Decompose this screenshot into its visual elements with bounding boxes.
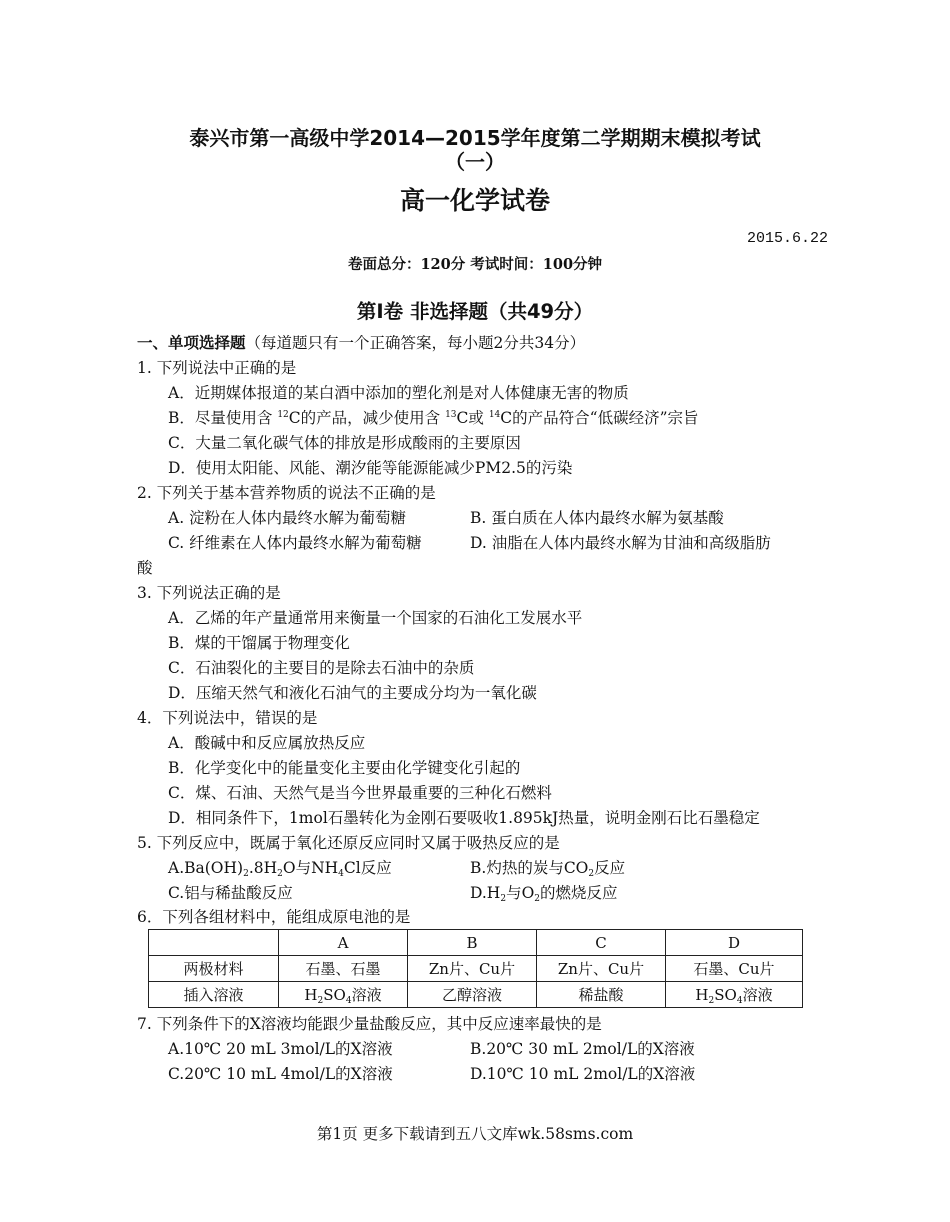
q2-option-d: D. 油脂在人体内最终水解为甘油和高级脂肪 xyxy=(470,534,771,552)
table-cell: 石墨、Cu片 xyxy=(666,956,803,982)
page-footer: 第1页 更多下载请到五八文库wk.58sms.com xyxy=(316,1125,634,1143)
table-cell: 乙醇溶液 xyxy=(408,982,537,1008)
q5-option-c: C.铝与稀盐酸反应 xyxy=(168,884,293,902)
section-note: （每道题只有一个正确答案，每小题2分共34分） xyxy=(245,334,586,352)
table-cell: Zn片、Cu片 xyxy=(408,956,537,982)
section-heading xyxy=(137,333,585,353)
q7-option-c: C.20℃ 10 mL 4mol/L的X溶液 xyxy=(168,1065,393,1083)
exam-title-number: （一） xyxy=(445,150,505,174)
q6-table xyxy=(148,929,803,1008)
q1-stem: 1. 下列说法中正确的是 xyxy=(137,359,297,377)
q5-option-b: B.灼热的炭与$CO_2$反应 xyxy=(470,859,626,879)
table-row xyxy=(149,930,803,956)
table-row xyxy=(149,982,803,1008)
table-cell: 稀盐酸 xyxy=(537,982,666,1008)
q7-option-d: D.10℃ 10 mL 2mol/L的X溶液 xyxy=(470,1065,696,1083)
q1-option-b: B．尽量使用含 $^{12}$C的产品，减少使用含 $^{13}$C或 $^{14}$C的产品符合“低碳经济”宗旨 xyxy=(168,409,699,427)
q3-option-b: B．煤的干馏属于物理变化 xyxy=(168,634,350,652)
q1-option-c: C．大量二氧化碳气体的排放是形成酸雨的主要原因 xyxy=(168,434,521,452)
part-title: 第Ⅰ卷 非选择题（共49分） xyxy=(356,300,594,323)
q3-option-a: A．乙烯的年产量通常用来衡量一个国家的石油化工发展水平 xyxy=(168,609,583,627)
table-cell: Zn片、Cu片 xyxy=(537,956,666,982)
q5-stem: 5. 下列反应中，既属于氧化还原反应同时又属于吸热反应的是 xyxy=(137,834,560,852)
q4-option-a: A．酸碱中和反应属放热反应 xyxy=(168,734,366,752)
q7-stem: 7. 下列条件下的X溶液均能跟少量盐酸反应，其中反应速率最快的是 xyxy=(137,1015,602,1033)
table-cell: 插入溶液 xyxy=(149,982,279,1008)
q7-option-b: B.20℃ 30 mL 2mol/L的X溶液 xyxy=(470,1040,695,1058)
table-cell: $H_2SO_4$溶液 xyxy=(279,982,408,1008)
table-cell: 石墨、石墨 xyxy=(279,956,408,982)
q2-option-c: C. 纤维素在人体内最终水解为葡萄糖 xyxy=(168,534,422,552)
q4-option-c: C．煤、石油、天然气是当今世界最重要的三种化石燃料 xyxy=(168,784,552,802)
table-header: D xyxy=(666,930,803,956)
q5-option-d: $D.H_2$与$O_2$的燃烧反应 xyxy=(470,884,618,904)
q2-option-d-wrap: 酸 xyxy=(137,559,153,577)
q3-stem: 3. 下列说法正确的是 xyxy=(137,584,281,602)
q5-option-a: $A.Ba(OH)_2.8H_2O$与$NH_4Cl$反应 xyxy=(168,859,392,879)
table-cell xyxy=(149,930,279,956)
table-header: A xyxy=(279,930,408,956)
table-cell: $H_2SO_4$溶液 xyxy=(666,982,803,1008)
exam-date: 2015.6.22 xyxy=(746,230,828,247)
score-info: 卷面总分：120分 考试时间：100分钟 xyxy=(347,256,603,273)
q4-stem: 4．下列说法中，错误的是 xyxy=(137,709,318,727)
q3-option-c: C．石油裂化的主要目的是除去石油中的杂质 xyxy=(168,659,475,677)
q7-option-a: A.10℃ 20 mL 3mol/L的X溶液 xyxy=(168,1040,393,1058)
section-title: 一、单项选择题 xyxy=(137,333,246,352)
exam-title: 泰兴市第一高级中学2014—2015学年度第二学期期末模拟考试 xyxy=(189,126,761,150)
q2-option-a: A. 淀粉在人体内最终水解为葡萄糖 xyxy=(168,509,407,527)
q3-option-d: D．压缩天然气和液化石油气的主要成分均为一氧化碳 xyxy=(168,684,537,702)
q2-option-b: B. 蛋白质在人体内最终水解为氨基酸 xyxy=(470,509,724,527)
q1-option-a: A．近期媒体报道的某白酒中添加的塑化剂是对人体健康无害的物质 xyxy=(168,384,629,402)
table-cell: 两极材料 xyxy=(149,956,279,982)
q1-option-d: D．使用太阳能、风能、潮汐能等能源能减少PM2.5的污染 xyxy=(168,459,573,477)
table-header: B xyxy=(408,930,537,956)
q2-stem: 2. 下列关于基本营养物质的说法不正确的是 xyxy=(137,484,436,502)
exam-subtitle: 高一化学试卷 xyxy=(399,186,550,215)
table-header: C xyxy=(537,930,666,956)
table-row xyxy=(149,956,803,982)
q4-option-b: B．化学变化中的能量变化主要由化学键变化引起的 xyxy=(168,759,521,777)
q4-option-d: D．相同条件下，1mol石墨转化为金刚石要吸收1.895kJ热量，说明金刚石比石墨稳定 xyxy=(168,809,760,827)
q6-stem: 6．下列各组材料中，能组成原电池的是 xyxy=(137,908,411,926)
